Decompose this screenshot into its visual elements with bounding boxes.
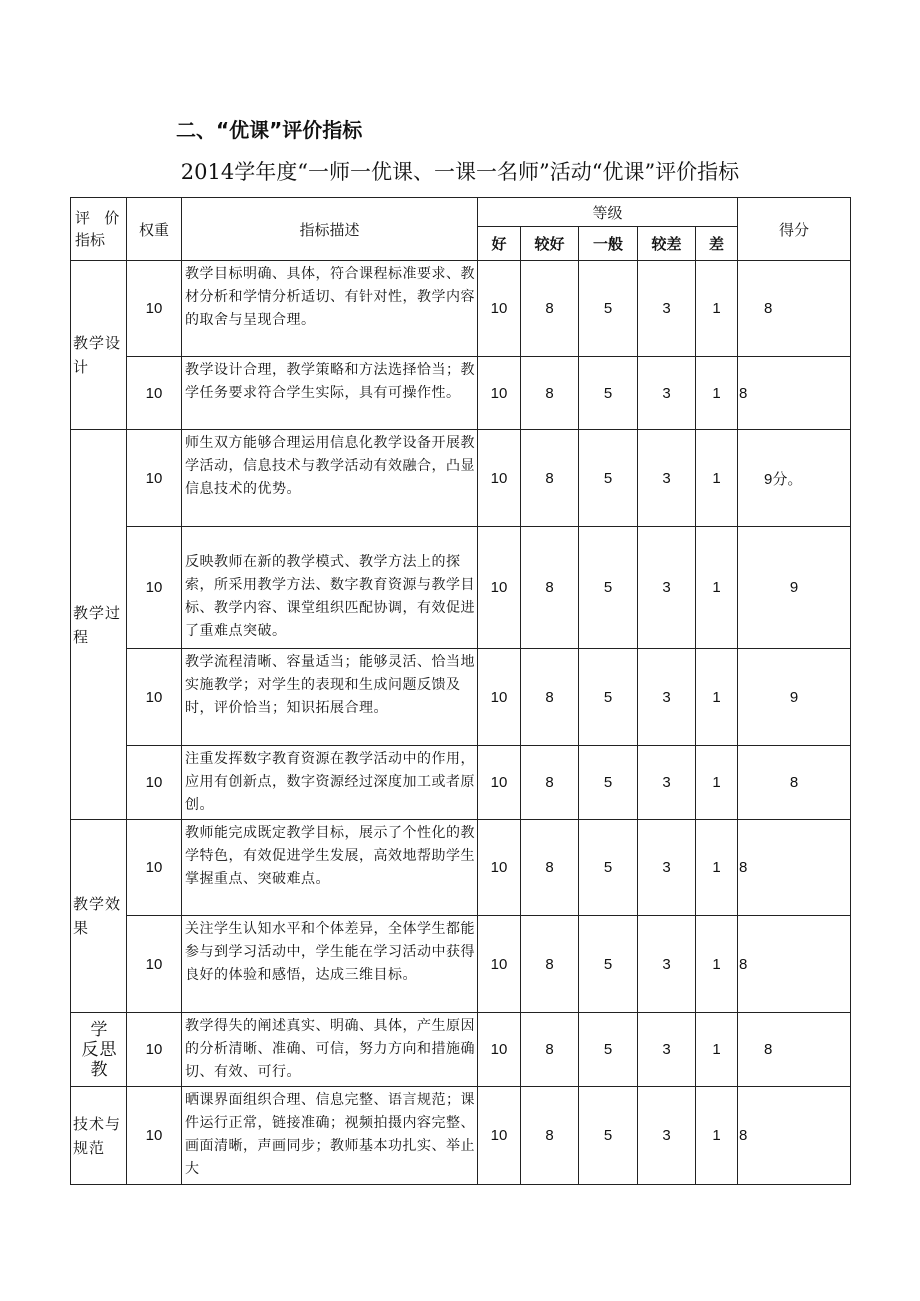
score-cell: 9	[738, 649, 851, 746]
weight-cell: 10	[127, 357, 182, 430]
grade-cell: 5	[579, 916, 638, 1013]
weight-cell: 10	[127, 916, 182, 1013]
grade-cell: 5	[579, 357, 638, 430]
description-header: 指标描述	[182, 198, 478, 261]
grade-cell: 8	[521, 916, 579, 1013]
weight-cell: 10	[127, 1087, 182, 1185]
weight-cell: 10	[127, 649, 182, 746]
table-row	[71, 916, 851, 1013]
table-row	[71, 261, 851, 357]
category-label-line: 果	[73, 919, 90, 937]
indicator-header-line1: 评 价	[75, 209, 120, 227]
category-label-line: 学	[90, 1019, 109, 1040]
grade-cell: 8	[521, 649, 579, 746]
description-cell: 教师能完成既定教学目标，展示了个性化的教学特色，有效促进学生发展，高效地帮助学生掌握重点、突破难点。	[182, 820, 478, 916]
category-label-line: 规范	[73, 1138, 106, 1157]
grade-cell: 1	[696, 527, 738, 649]
weight-cell: 10	[127, 430, 182, 527]
grade-cell: 3	[638, 649, 696, 746]
grade-level-average: 一般	[579, 227, 638, 261]
table-row	[71, 820, 851, 916]
table-row	[71, 357, 851, 430]
category-technology-standards	[71, 1087, 127, 1185]
category-teaching-design	[71, 261, 127, 430]
description-cell: 教学目标明确、具体，符合课程标准要求、教材分析和学情分析适切、有针对性，教学内容的取舍与呈现合理。	[182, 261, 478, 357]
weight-cell: 10	[127, 1013, 182, 1087]
grade-cell: 5	[579, 820, 638, 916]
table-row	[71, 746, 851, 820]
grade-cell: 10	[478, 357, 521, 430]
grade-level-poor: 差	[696, 227, 738, 261]
grade-cell: 1	[696, 1013, 738, 1087]
grade-level-fairly-good: 较好	[521, 227, 579, 261]
grade-cell: 10	[478, 820, 521, 916]
grade-cell: 5	[579, 261, 638, 357]
grade-cell: 1	[696, 746, 738, 820]
table-row	[71, 1013, 851, 1087]
score-cell: 8	[738, 261, 851, 357]
evaluation-table	[70, 197, 851, 1185]
description-cell: 晒课界面组织合理、信息完整、语言规范；课件运行正常，链接准确；视频拍摄内容完整、画面清晰，声画同步；教师基本功扎实、举止大	[182, 1087, 478, 1185]
category-teaching-effect	[71, 820, 127, 1013]
table-row	[71, 430, 851, 527]
grade-cell: 3	[638, 261, 696, 357]
table-row	[71, 649, 851, 746]
grade-cell: 10	[478, 1013, 521, 1087]
grade-cell: 8	[521, 261, 579, 357]
grade-cell: 8	[521, 430, 579, 527]
weight-cell: 10	[127, 820, 182, 916]
grade-cell: 5	[579, 649, 638, 746]
grade-cell: 3	[638, 357, 696, 430]
grade-cell: 10	[478, 527, 521, 649]
description-cell: 教学设计合理，教学策略和方法选择恰当；教学任务要求符合学生实际，具有可操作性。	[182, 357, 478, 430]
grade-cell: 8	[521, 527, 579, 649]
category-label-line: 反思	[81, 1039, 118, 1060]
description-cell: 反映教师在新的教学模式、教学方法上的探索，所采用教学方法、数字教育资源与教学目标、教学内容、课堂组织匹配协调，有效促进了重难点突破。	[182, 527, 478, 649]
category-teaching-process	[71, 430, 127, 820]
grade-cell: 1	[696, 916, 738, 1013]
score-cell: 8	[738, 1013, 851, 1087]
weight-cell: 10	[127, 261, 182, 357]
grade-header: 等级	[478, 198, 738, 227]
category-label-line: 教学设	[73, 334, 122, 352]
grade-cell: 10	[478, 1087, 521, 1185]
score-cell: 8	[738, 357, 851, 430]
indicator-header-line2: 指标	[75, 231, 106, 249]
description-cell: 关注学生认知水平和个体差异，全体学生都能参与到学习活动中，学生能在学习活动中获得良好的体验和感悟，达成三维目标。	[182, 916, 478, 1013]
table-title: 2014学年度“一师一优课、一课一名师”活动“优课”评价指标	[180, 160, 740, 184]
indicator-header	[71, 198, 127, 261]
grade-level-good: 好	[478, 227, 521, 261]
grade-cell: 3	[638, 820, 696, 916]
description-cell: 师生双方能够合理运用信息化教学设备开展教学活动，信息技术与教学活动有效融合，凸显信息技术的优势。	[182, 430, 478, 527]
table-row	[71, 527, 851, 649]
score-cell: 8	[738, 820, 851, 916]
category-teaching-reflection	[71, 1013, 127, 1087]
grade-cell: 3	[638, 916, 696, 1013]
grade-cell: 5	[579, 527, 638, 649]
grade-cell: 3	[638, 1013, 696, 1087]
section-heading: 二、“优课”评价指标	[176, 118, 363, 142]
grade-cell: 1	[696, 1087, 738, 1185]
grade-cell: 1	[696, 357, 738, 430]
grade-cell: 10	[478, 261, 521, 357]
grade-cell: 1	[696, 261, 738, 357]
grade-cell: 8	[521, 820, 579, 916]
grade-cell: 5	[579, 1087, 638, 1185]
grade-cell: 10	[478, 916, 521, 1013]
grade-cell: 8	[521, 1087, 579, 1185]
weight-header: 权重	[127, 198, 182, 261]
grade-cell: 1	[696, 820, 738, 916]
category-label-line: 技术与	[73, 1114, 122, 1133]
grade-level-fairly-poor: 较差	[638, 227, 696, 261]
score-cell: 8	[738, 746, 851, 820]
grade-cell: 5	[579, 430, 638, 527]
grade-cell: 1	[696, 649, 738, 746]
grade-cell: 8	[521, 1013, 579, 1087]
category-label-line: 教学效	[73, 895, 122, 913]
score-header: 得分	[738, 198, 851, 261]
description-cell: 教学得失的阐述真实、明确、具体，产生原因的分析清晰、准确、可信，努力方向和措施确切、有效、可行。	[182, 1013, 478, 1087]
grade-cell: 10	[478, 430, 521, 527]
category-label-line: 计	[73, 358, 90, 376]
grade-cell: 8	[521, 746, 579, 820]
grade-cell: 3	[638, 527, 696, 649]
category-label-line: 教	[90, 1059, 109, 1080]
grade-cell: 3	[638, 746, 696, 820]
grade-cell: 1	[696, 430, 738, 527]
header-row	[71, 198, 851, 227]
grade-cell: 5	[579, 1013, 638, 1087]
score-cell: 8	[738, 1087, 851, 1185]
weight-cell: 10	[127, 746, 182, 820]
description-cell: 教学流程清晰、容量适当；能够灵活、恰当地实施教学；对学生的表现和生成问题反馈及时，评价恰当；知识拓展合理。	[182, 649, 478, 746]
grade-cell: 8	[521, 357, 579, 430]
category-label-line: 教学过	[73, 603, 122, 622]
score-cell: 8	[738, 916, 851, 1013]
grade-cell: 10	[478, 649, 521, 746]
grade-cell: 3	[638, 430, 696, 527]
grade-cell: 10	[478, 746, 521, 820]
weight-cell: 10	[127, 527, 182, 649]
description-cell: 注重发挥数字教育资源在教学活动中的作用，应用有创新点，数字资源经过深度加工或者原创。	[182, 746, 478, 820]
table-row	[71, 1087, 851, 1185]
category-label-line: 程	[73, 627, 90, 646]
grade-cell: 3	[638, 1087, 696, 1185]
grade-cell: 5	[579, 746, 638, 820]
score-cell: 9	[738, 527, 851, 649]
score-cell: 9分。	[738, 430, 851, 527]
